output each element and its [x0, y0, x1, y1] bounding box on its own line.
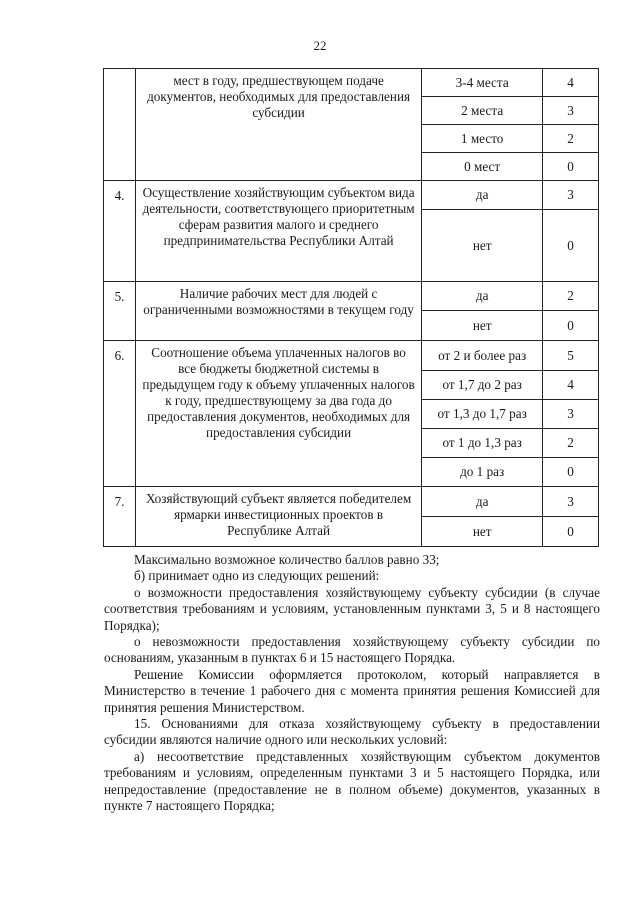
table-row [104, 341, 599, 371]
points-cell: 4 [543, 371, 599, 400]
criterion-text: мест в году, предшествующем подаче документов, необходимых для предоставления субсидии [136, 69, 422, 181]
paragraph: 15. Основаниями для отказа хозяйствующему субъекту в предоставлении субсидии являются наличие одного или нескольких условий: [104, 716, 600, 748]
criterion-number: 7. [104, 487, 136, 547]
paragraph: б) принимает одно из следующих решений: [134, 568, 380, 584]
points-cell: 5 [543, 341, 599, 371]
condition-cell: нет [422, 210, 543, 282]
criterion-number [104, 69, 136, 181]
criteria-table [103, 68, 599, 547]
condition-cell: 3-4 места [422, 69, 543, 97]
page-number: 22 [313, 38, 327, 53]
condition-cell: 2 места [422, 97, 543, 125]
condition-cell: да [422, 181, 543, 210]
points-cell: 3 [543, 181, 599, 210]
condition-cell: да [422, 282, 543, 311]
condition-cell: до 1 раз [422, 458, 543, 487]
criterion-text: Осуществление хозяйствующим субъектом вида деятельности, соответствующего приоритетным сферам развития малого и среднего предпринимательства Республики Алтай [136, 181, 422, 282]
points-cell: 2 [543, 125, 599, 153]
condition-cell: да [422, 487, 543, 517]
table-row [104, 282, 599, 311]
criterion-number: 6. [104, 341, 136, 487]
body-text [104, 552, 600, 815]
table-row [104, 487, 599, 517]
condition-cell: нет [422, 311, 543, 341]
criterion-number: 5. [104, 282, 136, 341]
points-cell: 3 [543, 97, 599, 125]
criterion-number: 4. [104, 181, 136, 282]
points-cell: 3 [543, 487, 599, 517]
condition-cell: от 1,3 до 1,7 раз [422, 400, 543, 429]
points-cell: 3 [543, 400, 599, 429]
table-row [104, 181, 599, 210]
table-row [104, 69, 599, 97]
criterion-text: Соотношение объема уплаченных налогов во все бюджеты бюджетной системы в предыдущем году к объему уплаченных налогов к году, предшествующему за два года до предоставления документов, необходимых для предоставления субсидии [136, 341, 422, 487]
points-cell: 2 [543, 429, 599, 458]
criterion-text: Хозяйствующий субъект является победителем ярмарки инвестиционных проектов в Республике Алтай [136, 487, 422, 547]
condition-cell: от 2 и более раз [422, 341, 543, 371]
paragraph: о возможности предоставления хозяйствующему субъекту субсидии (в случае соответствия требованиям и условиям, установленным пунктами 3, 5 и 8 настоящего Порядка); [104, 584, 600, 633]
points-cell: 0 [543, 210, 599, 282]
paragraph: а) несоответствие представленных хозяйствующим субъектом документов требованиям и условиям, определенным пунктами 3 и 5 настоящего Порядка, или непредоставление (предоставление не в полном объеме) документов, указанных в пункте 7 настоящего Порядка; [104, 748, 600, 814]
points-cell: 0 [543, 311, 599, 341]
condition-cell: нет [422, 517, 543, 547]
condition-cell: 0 мест [422, 153, 543, 181]
criterion-text: Наличие рабочих мест для людей с ограниченными возможностями в текущем году [136, 282, 422, 341]
points-cell: 0 [543, 458, 599, 487]
paragraph: Максимально возможное количество баллов равно 33; [134, 552, 440, 567]
condition-cell: 1 место [422, 125, 543, 153]
paragraph: о невозможности предоставления хозяйствующему субъекту субсидии по основаниям, указанным в пунктах 6 и 15 настоящего Порядка. [104, 634, 600, 666]
points-cell: 2 [543, 282, 599, 311]
points-cell: 0 [543, 517, 599, 547]
paragraph: Решение Комиссии оформляется протоколом, который направляется в Министерство в течение 1 рабочего дня с момента принятия решения Комиссией для принятия решения Министерством. [104, 666, 600, 715]
condition-cell: от 1 до 1,3 раз [422, 429, 543, 458]
points-cell: 0 [543, 153, 599, 181]
points-cell: 4 [543, 69, 599, 97]
condition-cell: от 1,7 до 2 раз [422, 371, 543, 400]
